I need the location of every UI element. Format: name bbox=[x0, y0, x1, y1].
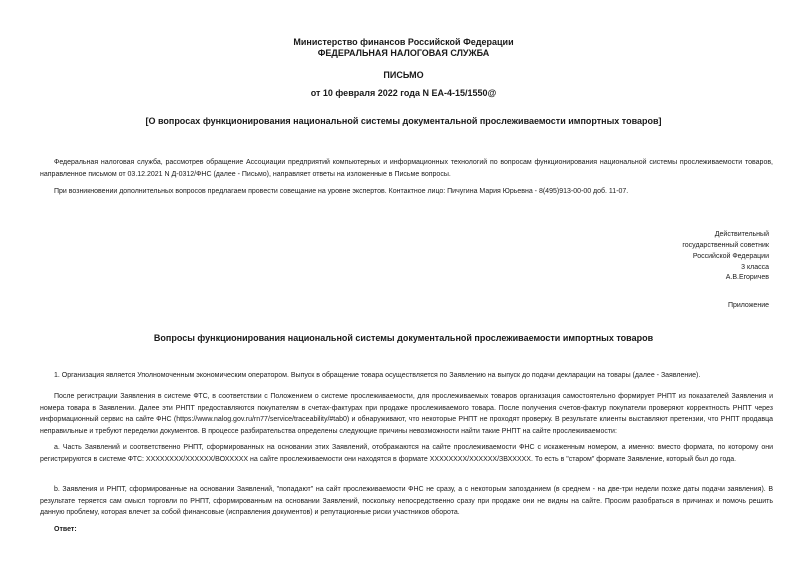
body-paragraph-2: При возникновении дополнительных вопросов предлагаем провести совещание на уровне экспертов. Контактное лицо: Пичугина Мария Юрьевна - 8(495)913-00-00 доб. 11-07. bbox=[54, 188, 629, 195]
doc-type-heading: ПИСЬМО bbox=[383, 70, 424, 80]
service-heading: ФЕДЕРАЛЬНАЯ НАЛОГОВАЯ СЛУЖБА bbox=[317, 48, 490, 58]
question-1-reason-b: b. Заявления и РНПТ, сформированные на основании Заявлений, "попадают" на сайт прослеживаемости ФНС не сразу, а с некоторым запозданием (в среднем - на две-три недели позже даты подачи заявления). В результате теряется сам смысл торговли по РНПТ, сформированным на основании Заявлений, поскольку непосредственно сразу при продаже они не видны на сайте. Просим разобраться в причинах и помочь решить данную проблему, которая влечет за собой финансовые (исправления документов) и репутационные риски участников оборота. bbox=[40, 486, 773, 516]
subject-heading: [О вопросах функционирования национальной системы документальной прослеживаемости импортных товаров] bbox=[145, 116, 662, 126]
question-1: 1. Организация является Уполномоченным экономическим оператором. Выпуск в обращение товара осуществляется по Заявлению на выпуск до подачи декларации на товары (далее - Заявление). bbox=[54, 372, 701, 379]
signature-line-2: государственный советник bbox=[682, 242, 769, 249]
answer-label: Ответ: bbox=[54, 526, 77, 533]
signature-line-3: Российской Федерации bbox=[692, 253, 769, 260]
question-1-reason-a: a. Часть Заявлений и соответственно РНПТ, сформированных на основании этих Заявлений, отображаются на сайте прослеживаемости ФНС с искаженным номером, а именно: вместо формата, по которому они регистрируются в системе ФТС: ХХХХХХХХ/ХХХХХХ/ВОХХХХХ на сайте прослеживаемости они находятся в формате ХХХХХХХХ/ХХХХХХ/ЗВХХХХХ. То есть в "старом" формате Заявление, который был до года. bbox=[40, 444, 773, 463]
signature-line-4: 3 класса bbox=[741, 264, 769, 271]
appendix-title: Вопросы функционирования национальной системы документальной прослеживаемости импортных товаров bbox=[153, 333, 654, 343]
signer-name: А.В.Егоричев bbox=[725, 274, 769, 281]
body-paragraph-1: Федеральная налоговая служба, рассмотрев обращение Ассоциации предприятий компьютерных и информационных технологий по вопросам функционирования национальной системы прослеживаемости товаров, направленное письмом от 03.12.2021 N Д-0312/ФНС (далее - Письмо), направляет ответы на изложенные в Письме вопросы. bbox=[40, 159, 773, 178]
signature-line-1: Действительный bbox=[714, 231, 769, 238]
doc-number-heading: от 10 февраля 2022 года N ЕА-4-15/1550@ bbox=[310, 88, 497, 98]
question-1-details: После регистрации Заявления в системе ФТС, в соответствии с Положением о системе прослеживаемости, для прослеживаемых товаров организация самостоятельно формирует РНПТ из показателей Заявления и номера товара в Заявлении. Далее эти РНПТ предоставляются покупателям в счетах-фактурах при продаже прослеживаемого товара. После получения счетов-фактур покупатели проверяют корректность РНПТ через информационный сервис на сайте ФНС (https://www.nalog.gov.ru/rn77/service/traceability/#tab0) и обнаруживают, что некоторые РНПТ не проходят проверку. В результате клиенты выставляют претензии, что РНПТ продавца неправильные и требуют переделки документов. В процессе разбирательства определены следующие причины невозможности найти такие РНПТ на сайте прослеживаемости: bbox=[40, 393, 773, 435]
appendix-label: Приложение bbox=[727, 302, 769, 309]
ministry-heading: Министерство финансов Российской Федерации bbox=[293, 37, 514, 47]
